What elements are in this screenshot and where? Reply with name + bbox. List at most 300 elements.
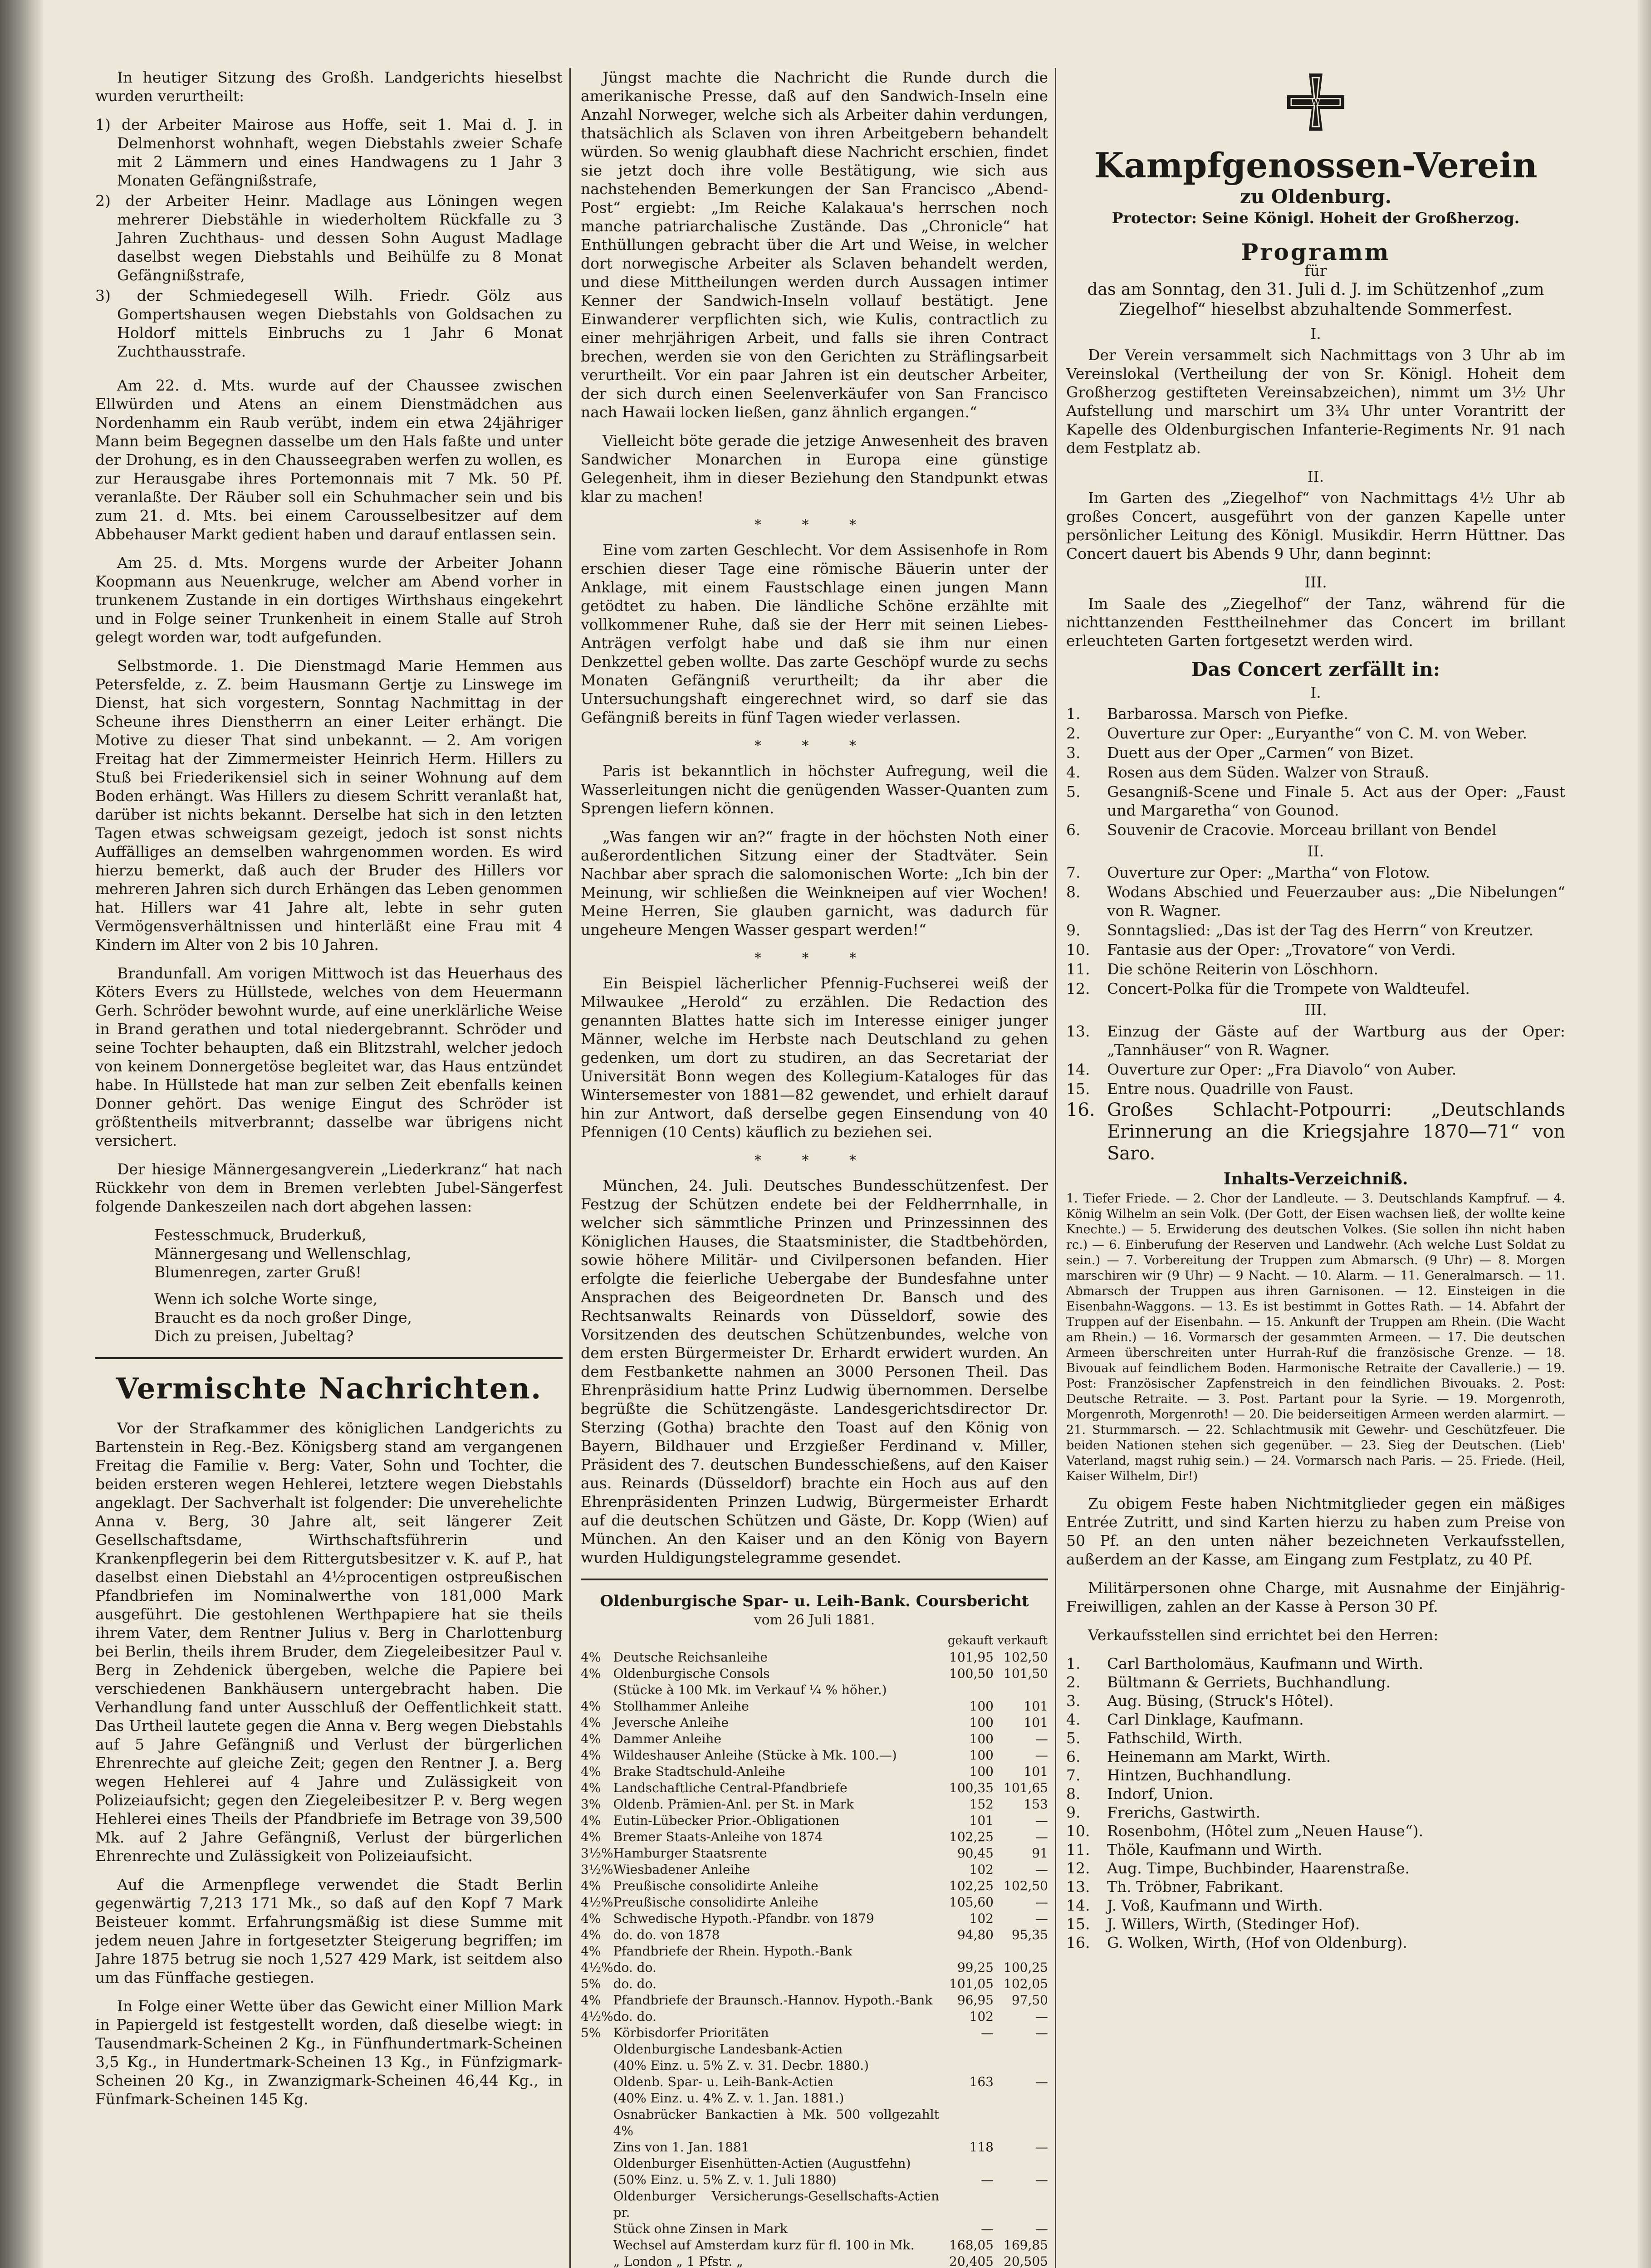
stock-sold	[994, 2090, 1048, 2107]
stock-row	[581, 2172, 1048, 2188]
sales-location-name: Thöle, Kaufmann und Wirth.	[1107, 1841, 1323, 1858]
stock-name: „ London „ 1 Pfstr. „	[613, 2254, 743, 2268]
stock-name: Jeversche Anleihe	[613, 1715, 729, 1730]
stock-sold: 91	[1032, 1846, 1048, 1861]
svg-text:W: W	[1311, 97, 1321, 108]
stock-rate: 4%	[581, 1715, 601, 1730]
concert-item-number: 9.	[1066, 921, 1081, 939]
sales-location	[1066, 1877, 1565, 1896]
stock-bought: 101,05	[949, 1976, 994, 1991]
stock-rate	[581, 2156, 613, 2172]
stock-name: Preußische consolidirte Anleihe	[613, 1878, 818, 1893]
stock-sold: —	[1035, 2025, 1048, 2040]
concert-item-text: Ouverture zur Oper: „Martha“ von Flotow.	[1107, 864, 1430, 881]
sales-location-name: Aug. Timpe, Buchbinder, Haarenstraße.	[1107, 1859, 1410, 1877]
stock-sold	[994, 2058, 1048, 2074]
stock-rate: 4%	[581, 1944, 601, 1959]
concert-item	[1066, 921, 1565, 939]
poem-line: Männergesang und Wellenschlag,	[154, 1245, 412, 1262]
stock-name: Stollhammer Anleihe	[613, 1699, 749, 1714]
stock-bought: 100,35	[949, 1780, 994, 1795]
stock-name: do. do.	[613, 1976, 656, 1991]
asterisk-separator: * * *	[754, 1153, 875, 1168]
concert-part-number: III.	[1304, 1001, 1327, 1019]
concert-item-number: 7.	[1066, 864, 1081, 881]
sales-location	[1066, 1933, 1565, 1952]
sales-location-number: 1.	[1066, 1655, 1081, 1672]
stock-head-bought: gekauft	[947, 1634, 993, 1647]
programme-fuer: für	[1304, 262, 1327, 279]
concert-item	[1066, 782, 1565, 820]
stock-row	[581, 1894, 1048, 1911]
concert-item-text: Ouverture zur Oper: „Fra Diavolo“ von Auber.	[1107, 1061, 1457, 1078]
article-zartes-geschlecht: Eine vom zarten Geschlecht. Vor dem Assisenhofe in Rom erschien dieser Tage eine römische Bäuerin unter der Anklage, mit einem Faustschlage einen jungen Mann getödtet zu haben. Die ländliche Schöne erzählte mit vollkommener Ruhe, daß sie der Herr mit seinen Liebes-Anträgen verfolgt habe und daß sie ihm nur einen Denkzettel geben wollte. Das zarte Geschöpf wurde zu sechs Monaten Gefängniß verurtheilt; da ihr aber die Untersuchungshaft eingerechnet wird, so darf sie das Gefängniß bereits in fünf Tagen wieder verlassen.	[581, 541, 1048, 726]
sales-location-name: Indorf, Union.	[1107, 1785, 1214, 1803]
concert-item-text: Sonntagslied: „Das ist der Tag des Herrn“ von Kreutzer.	[1107, 921, 1533, 939]
court-item-1: 1) der Arbeiter Mairose aus Hoffe, seit 1. Mai d. J. in Delmenhorst wohnhaft, wegen Diebstahls zweier Schafe mit 2 Lämmern und eines Handwagens zu 1 Jahr 3 Monaten Gefängnißstrafe,	[95, 116, 563, 189]
stock-rate: 4%	[581, 1748, 601, 1763]
stock-sold: 101	[1024, 1764, 1048, 1779]
sales-location	[1066, 1691, 1565, 1710]
court-item-3: 3) der Schmiedegesell Wilh. Friedr. Gölz aus Gompertshausen wegen Diebstahls von Goldsachen zu Holdorf mittels Einbruchs zu 1 Jahr 6 Monat Zuchthausstrafe.	[95, 287, 563, 360]
stock-rate: 5%	[581, 2025, 601, 2040]
concert-item-number: 3.	[1066, 744, 1081, 762]
stock-row	[581, 1878, 1048, 1894]
stock-rate	[581, 2041, 613, 2058]
concert-item-number: 8.	[1066, 883, 1081, 901]
stock-rate: 4%	[581, 1650, 601, 1665]
stock-bought: —	[981, 2025, 994, 2040]
stock-bought: 99,25	[957, 1960, 994, 1975]
poem-line: Blumenregen, zarter Gruß!	[154, 1263, 362, 1281]
stock-sold: 100,25	[1004, 1960, 1048, 1975]
sales-location-name: Carl Dinklage, Kaufmann.	[1107, 1711, 1304, 1728]
concert-item	[1066, 883, 1565, 920]
stock-row	[581, 1992, 1048, 2009]
stock-rate	[581, 2107, 613, 2139]
sales-location	[1066, 1803, 1565, 1822]
stock-name: Stück ohne Zinsen in Mark	[613, 2221, 788, 2236]
stock-sold: —	[1035, 1911, 1048, 1926]
programme-section-1: Der Verein versammelt sich Nachmittags von 3 Uhr ab im Vereinslokal (Vertheilung der von Sr. Königl. Hoheit dem Großherzog gestifteten Vereinsabzeichen), nimmt um 3½ Uhr Aufstellung und marschirt um 3¾ Uhr unter Vorantritt der Kapelle des Oldenburgischen Infanterie-Regiments Nr. 91 nach dem Festplatz ab.	[1066, 346, 1565, 457]
concert-item-text: Großes Schlacht-Potpourri: „Deutschlands Erinnerung an die Kriegsjahre 1870—71“ von Saro.	[1107, 1100, 1565, 1164]
sales-location-number: 7.	[1066, 1766, 1081, 1784]
section-divider	[581, 1579, 1048, 1580]
sales-location	[1066, 1859, 1565, 1877]
section-divider	[95, 1357, 563, 1359]
article-sandwich: Jüngst machte die Nachricht die Runde durch die amerikanische Presse, daß auf den Sandwich-Inseln eine Anzahl Norweger, welche sich als Arbeiter dahin verdungen, thatsächlich als Sclaven von ihren Arbeitgebern behandelt würden. So wenig glaubhaft diese Nachricht erschien, findet sie jetzt doch ihre volle Bestätigung, wie sich aus nachstehenden Bemerkungen der San Francisco „Abend-Post“ ergiebt: „Im Reiche Kalakaua's herrschen noch manche patriarchalische Zustände. Das „Chronicle“ hat Enthüllungen gebracht über die Art und Weise, in welcher dort norwegische Arbeiter als Sclaven behandelt werden, und diese Mittheilungen werden durch Aussagen intimer Kenner der Sandwich-Inseln vollauf bestätigt. Jene Einwanderer verpflichten sich, wie Kulis, contractlich zu einer mehrjährigen Arbeit, und falls sie ihren Contract brechen, werden sie von den Gerichten zu Sträflingsarbeit verurtheilt. Vor ein paar Jahren ist ein deutscher Arbeiter, der sich durch einen Seelenverkäufer von San Francisco nach Hawaii locken ließen, ganz ähnlich ergangen.“	[581, 68, 1048, 421]
stock-name: Oldenburgische Consols	[613, 1666, 770, 1681]
concert-part-number: II.	[1307, 842, 1324, 860]
programme-description: das am Sonntag, den 31. Juli d. J. im Schützenhof „zum Ziegelhof“ hieselbst abzuhaltende Sommerfest.	[1087, 280, 1544, 319]
stock-row	[581, 2237, 1048, 2253]
concert-item-text: Wodans Abschied und Feuerzauber aus: „Die Nibelungen“ von R. Wagner.	[1107, 883, 1565, 919]
stock-head-sold: verkauft	[997, 1634, 1048, 1647]
stock-sold	[994, 1943, 1048, 1960]
stock-bought: 102,25	[949, 1829, 994, 1844]
stock-rate: 3%	[581, 1797, 601, 1812]
stock-row	[581, 1976, 1048, 1992]
stock-rate: 4½%	[581, 1895, 613, 1910]
stock-name: Brake Stadtschuld-Anleihe	[613, 1764, 785, 1779]
stock-rate	[581, 2074, 613, 2090]
stock-sold: 95,35	[1011, 1927, 1048, 1942]
concert-item-text: Die schöne Reiterin von Löschhorn.	[1107, 960, 1378, 978]
page-edge	[1637, 0, 1651, 2268]
stock-rate	[581, 2188, 613, 2221]
stock-rate: 4%	[581, 1666, 601, 1681]
sales-location-name: Fathschild, Wirth.	[1107, 1729, 1243, 1747]
sales-location-name: Bültmann & Gerriets, Buchhandlung.	[1107, 1673, 1391, 1691]
stock-rate	[581, 2058, 613, 2074]
stock-bought: 101,95	[949, 1650, 994, 1665]
sales-location	[1066, 1729, 1565, 1747]
programme-section-3: Im Saale des „Ziegelhof“ der Tanz, während für die nichttanzenden Festtheilnehmer das Concert im brillant erleuchteten Garten fortgesetzt werden wird.	[1066, 595, 1565, 650]
stock-sold: —	[1035, 1731, 1048, 1746]
stock-row	[581, 2025, 1048, 2041]
sales-location-number: 3.	[1066, 1692, 1081, 1710]
sales-location-name: Carl Bartholomäus, Kaufmann und Wirth.	[1107, 1655, 1423, 1672]
stock-row	[581, 2156, 1048, 2172]
stock-rate: 4%	[581, 1993, 601, 2008]
stock-name: Zins von 1. Jan. 1881	[613, 2140, 750, 2155]
stock-rate	[581, 2221, 613, 2237]
stock-row	[581, 1927, 1048, 1943]
military-note: Militärpersonen ohne Charge, mit Ausnahme der Einjährig-Freiwilligen, zahlen an der Kasse à Person 30 Pf.	[1066, 1579, 1565, 1615]
asterisk-separator: * * *	[754, 950, 875, 966]
stock-bought: 100,50	[949, 1666, 994, 1681]
stock-row	[581, 1845, 1048, 1862]
concert-item-number: 10.	[1066, 941, 1090, 958]
stock-row	[581, 1731, 1048, 1747]
concert-item-number: 11.	[1066, 960, 1090, 978]
stock-bought: 102	[969, 1911, 994, 1926]
programme-section-2: Im Garten des „Ziegelhof“ von Nachmittags 4½ Uhr ab großes Concert, ausgeführt von der ganzen Kapelle unter persönlicher Leitung des Königl. Musikdir. Herrn Hüttner. Das Concert dauert bis Abends 9 Uhr, dann beginnt:	[1066, 489, 1565, 562]
stock-bought: 105,60	[949, 1895, 994, 1910]
stock-bought: 20,405	[949, 2254, 994, 2268]
section-heading-vermischte: Vermischte Nachrichten.	[116, 1372, 542, 1406]
stock-sold: —	[1035, 1829, 1048, 1844]
stock-row	[581, 1911, 1048, 1927]
column-2	[581, 68, 1048, 2268]
concert-item	[1066, 1022, 1565, 1059]
concert-item	[1066, 1080, 1565, 1098]
stock-sold: —	[1035, 2221, 1048, 2236]
stock-sold: —	[1035, 2172, 1048, 2187]
sales-location	[1066, 1710, 1565, 1729]
stock-sold	[994, 2107, 1048, 2139]
stock-report-title: Oldenburgische Spar- u. Leih-Bank. Coursbericht	[600, 1592, 1029, 1610]
sales-location	[1066, 1747, 1565, 1766]
sales-location-name: Frerichs, Gastwirth.	[1107, 1804, 1260, 1821]
stock-name: Schwedische Hypoth.-Pfandbr. von 1879	[613, 1911, 874, 1926]
stock-sold	[994, 2156, 1048, 2172]
stock-bought: 100	[969, 1731, 994, 1746]
column-rule-2	[1055, 68, 1056, 2268]
sales-location-name: Th. Tröbner, Fabrikant.	[1107, 1878, 1284, 1896]
sales-location	[1066, 1840, 1565, 1859]
stock-rate: 4%	[581, 1731, 601, 1746]
stock-name: Pfandbriefe der Rhein. Hypoth.-Bank	[613, 1944, 852, 1959]
concert-item-number: 13.	[1066, 1022, 1090, 1040]
court-item-2: 2) der Arbeiter Heinr. Madlage aus Löningen wegen mehrerer Diebstähle in wiederholtem Rückfalle zu 3 Jahren Zuchthaus- und dessen Sohn August Madlage daselbst wegen Diebstahls und Beihülfe zu 8 Monat Gefängnißstrafe,	[95, 192, 563, 284]
sales-location	[1066, 1784, 1565, 1803]
stock-name: do. do. von 1878	[613, 1927, 720, 1942]
stock-rate: 4%	[581, 1813, 601, 1828]
stock-sold	[994, 1682, 1048, 1698]
stock-sold: —	[1035, 1813, 1048, 1828]
sales-location-number: 10.	[1066, 1822, 1090, 1840]
stock-bought: 163	[969, 2074, 994, 2089]
column-rule-1	[569, 68, 571, 2268]
concert-item-text: Gesangniß-Scene und Finale 5. Act aus der Oper: „Faust und Margaretha“ von Gounod.	[1107, 783, 1565, 819]
stock-rate: 3½%	[581, 1862, 613, 1877]
concert-item-text: Einzug der Gäste auf der Wartburg aus der Oper: „Tannhäuser“ von R. Wagner.	[1107, 1022, 1565, 1059]
stock-row	[581, 1698, 1048, 1715]
stock-bought	[939, 1943, 994, 1960]
stock-name: Bremer Staats-Anleihe von 1874	[613, 1829, 823, 1844]
concert-item-number: 15.	[1066, 1080, 1090, 1098]
concert-item-text: Fantasie aus der Oper: „Trovatore“ von Verdi.	[1107, 941, 1456, 958]
concert-item-number: 16.	[1066, 1100, 1095, 1120]
stock-rate: 4%	[581, 1829, 601, 1844]
stock-rate: 4%	[581, 1927, 601, 1942]
stock-sold: —	[1035, 2074, 1048, 2089]
stock-rate: 4%	[581, 1911, 601, 1926]
sales-location-number: 2.	[1066, 1673, 1081, 1691]
stock-row	[581, 2253, 1048, 2268]
column-1	[95, 68, 563, 2268]
stock-rate: 3½%	[581, 1846, 613, 1861]
stock-row	[581, 1649, 1048, 1666]
stock-bought: 102,25	[949, 1878, 994, 1893]
stock-sold: —	[1035, 1895, 1048, 1910]
stock-rate: 4%	[581, 1878, 601, 1893]
stock-row	[581, 2221, 1048, 2237]
stock-bought: 118	[969, 2140, 994, 2155]
stock-row	[581, 1715, 1048, 1731]
article-raub: Am 22. d. Mts. wurde auf der Chaussee zwischen Ellwürden und Atens an einem Dienstmädchen aus Nordenhamm ein Raub verübt, indem ein etwa 24jähriger Mann beim Begegnen dasselbe um den Hals faßte und unter der Drohung, es in den Chausseegraben werfen zu wollen, es zur Herausgabe ihres Portemonnais mit 7 Mk. 50 Pf. veranlaßte. Der Räuber soll ein Schuhmacher sein und bis zum 21. d. Mts. bei einem Carousselbesitzer auf dem Abbehauser Markt gedient haben und darauf entlassen sein.	[95, 376, 563, 543]
stock-sold: 102,50	[1004, 1650, 1048, 1665]
stock-bought: 100	[969, 1715, 994, 1730]
stock-bought: —	[981, 2221, 994, 2236]
concert-item-number: 2.	[1066, 724, 1081, 742]
stock-row	[581, 2074, 1048, 2090]
stock-name: Oldenb. Prämien-Anl. per St. in Mark	[613, 1797, 854, 1812]
book-spine	[0, 0, 43, 2268]
stock-bought: 100	[969, 1764, 994, 1779]
sales-location-name: J. Willers, Wirth, (Stedinger Hof).	[1107, 1915, 1360, 1933]
sales-location-name: Hintzen, Buchhandlung.	[1107, 1766, 1292, 1784]
poem-line: Wenn ich solche Worte singe,	[154, 1290, 378, 1308]
article-liederkranz: Der hiesige Männergesangverein „Liederkranz“ hat nach Rückkehr von dem in Bremen verlebten Jubel-Sängerfest folgende Dankeszeilen nach dort abgehen lassen:	[95, 1160, 563, 1215]
concert-item	[1066, 863, 1565, 882]
poem-line: Dich zu preisen, Jubeltag?	[154, 1327, 354, 1345]
article-selbstmorde: Selbstmorde. 1. Die Dienstmagd Marie Hemmen aus Petersfelde, z. Z. beim Hausmann Gertje zu Linswege im Dienst, hat sich vorgestern, Sonntag Nachmittag in der Scheune ihres Dienstherrn an einer Leiter erhängt. Die Motive zu dieser That sind unbekannt. — 2. Am vorigen Freitag hat der Zimmermeister Heinrich Herm. Hillers zu Stuß bei Friederikensiel sich in seiner Wohnung auf dem Boden erhängt. Was Hillers zu diesem Schritt veranlaßt hat, darüber ist nichts bekannt. Derselbe hat sich in den letzten Tagen etwas schweigsam gezeigt, jedoch ist sonst nichts Auffälliges an demselben wahrgenommen worden. Es wird hierzu bemerkt, daß auch der Bruder des Hillers vor mehreren Jahren sich durch Erhängen das Leben genommen hat. Hillers war 41 Jahre alt, lebte in sehr guten Vermögensverhältnissen und hinterläßt eine Frau mit 4 Kindern im Alter von 2 bis 10 Jahren.	[95, 657, 563, 953]
concert-item	[1066, 724, 1565, 743]
stock-name: Preußische consolidirte Anleihe	[613, 1895, 818, 1910]
stock-bought: 102	[969, 2009, 994, 2024]
article-paris: Paris ist bekanntlich in höchster Aufregung, weil die Wasserleitungen nicht die genügenden Wasser-Quanten zum Sprengen liefern können.	[581, 762, 1048, 817]
stock-row	[581, 2188, 1048, 2221]
concert-item-text: Duett aus der Oper „Carmen“ von Bizet.	[1107, 744, 1414, 762]
concert-item	[1066, 704, 1565, 723]
sales-location-name: Aug. Büsing, (Struck's Hôtel).	[1107, 1692, 1334, 1710]
article-muenchen: München, 24. Juli. Deutsches Bundesschützenfest. Der Festzug der Schützen endete bei der Feldherrnhalle, in welcher sich sämmtliche Prinzen und Prinzessinnen des Königlichen Hauses, die Staatsminister, die Stadtbehörden, sowie höhere Militär- und Civilpersonen befanden. Hier erfolgte die feierliche Uebergabe der Bundesfahne unter Ansprachen des Beigeordneten Dr. Bansch und des Rechtsanwalts Reinards von Düsseldorf, sowie des Vorsitzenden des deutschen Schützenbundes, welche von dem ersten Bürgermeister Dr. Erhardt erwidert wurden. An dem Festbankette nahmen an 3000 Personen Theil. Das Ehrenpräsidium hatte Prinz Ludwig übernommen. Derselbe begrüßte die Schützengäste. Landesgerichtsdirector Dr. Sterzing (Gotha) brachte den Toast auf den König von Bayern, Bildhauer und Erzgießer Ferdinand v. Miller, Präsident des 7. deutschen Bundesschießens, auf den Kaiser aus. Reinards (Düsseldorf) brachte ein Hoch aus auf den Ehrenpräsidenten Prinzen Ludwig, Bürgermeister Erhardt auf die deutschen Schützen und Gäste, Dr. Kopp (Wien) auf München. An den Kaiser und an den König von Bayern wurden Huldigungstelegramme gesendet.	[581, 1177, 1048, 1566]
stock-rate	[581, 2237, 613, 2253]
programme-title: Programm	[1241, 239, 1391, 265]
poem-line: Braucht es da noch großer Dinge,	[154, 1309, 412, 1326]
article-koopmann: Am 25. d. Mts. Morgens wurde der Arbeiter Johann Koopmann aus Neuenkruge, welcher am Abend vorher in trunkenem Zustande in ein dortiges Wirthshaus eingekehrt und in Folge seiner Trunkenheit in einem Stalle auf Stroh gelegt worden war, todt aufgefunden.	[95, 554, 563, 646]
concert-item-number: 4.	[1066, 763, 1081, 781]
concert-item	[1066, 1060, 1565, 1079]
stock-name: Wechsel auf Amsterdam kurz für fl. 100 in Mk.	[613, 2238, 915, 2253]
stock-row	[581, 1813, 1048, 1829]
concert-item	[1066, 960, 1565, 978]
stock-name: Deutsche Reichsanleihe	[613, 1650, 768, 1665]
stock-row	[581, 1943, 1048, 1960]
stock-sold: 97,50	[1011, 1993, 1048, 2008]
stock-row	[581, 1829, 1048, 1845]
stock-rate: 4%	[581, 1764, 601, 1779]
stock-row	[581, 1960, 1048, 1976]
sales-location	[1066, 1896, 1565, 1915]
stock-bought: 90,45	[957, 1846, 994, 1861]
sales-location-number: 5.	[1066, 1729, 1081, 1747]
poem-line: Festesschmuck, Bruderkuß,	[154, 1226, 367, 1244]
stock-bought	[939, 2058, 994, 2074]
sales-location-name: G. Wolken, Wirth, (Hof von Oldenburg).	[1107, 1934, 1407, 1951]
stock-name: (40% Einz. u. 5% Z. v. 31. Decbr. 1880.)	[613, 2058, 869, 2073]
concert-item-number: 5.	[1066, 783, 1081, 801]
article-papiergeld: In Folge einer Wette über das Gewicht einer Million Mark in Papiergeld ist festgestellt worden, daß dieselbe wiegt: in Tausendmark-Scheinen 2 Kg., in Fünfhundertmark-Scheinen 3,5 Kg., in Hundertmark-Scheinen 13 Kg., in Fünfzigmark-Scheinen 20 Kg., in Zwanzigmark-Scheinen 46,44 Kg., in Fünfmark-Scheinen 145 Kg.	[95, 1997, 563, 2108]
stock-bought	[939, 2188, 994, 2221]
stock-row	[581, 2041, 1048, 2058]
stock-rate: 4%	[581, 1699, 601, 1714]
stock-sold: —	[1035, 2140, 1048, 2155]
sales-location	[1066, 1822, 1565, 1840]
stock-name: (40% Einz. u. 4% Z. v. 1. Jan. 1881.)	[613, 2091, 844, 2106]
concert-item-text: Souvenir de Cracovie. Morceau brillant von Bendel	[1107, 821, 1497, 839]
stock-bought: 100	[969, 1699, 994, 1714]
sales-location-name: Rosenbohm, (Hôtel zum „Neuen Hause“).	[1107, 1822, 1424, 1840]
stock-row	[581, 1682, 1048, 1698]
iron-cross-icon	[1066, 68, 1565, 140]
stock-sold: —	[1035, 1862, 1048, 1877]
stock-sold: 101	[1024, 1699, 1048, 1714]
stock-name: Oldenb. Spar- u. Leih-Bank-Actien	[613, 2074, 833, 2089]
stock-bought: —	[981, 2172, 994, 2187]
stock-rate: 5%	[581, 1976, 601, 1991]
stock-rate	[581, 2253, 613, 2268]
article-brandunfall: Brandunfall. Am vorigen Mittwoch ist das Heuerhaus des Köters Evers zu Hüllstede, welches von dem Heuermann Gerh. Schröder bewohnt wurde, auf eine unerklärliche Weise in Brand gerathen und total niedergebrannt. Schröder und seine Tochter behaupten, daß ein Blitzstrahl, welcher jedoch von keinem Donnergetöse begleitet war, das Haus entzündet habe. In Hüllstede hat man zur selben Zeit ebenfalls keinen Donner gehört. Das wenige Eingut des Schröder ist größtentheils mitverbrannt; dasselbe war übrigens nicht versichert.	[95, 964, 563, 1149]
stock-table	[581, 1632, 1048, 2268]
stock-rate	[581, 2090, 613, 2107]
stock-name: Eutin-Lübecker Prior.-Obligationen	[613, 1813, 840, 1828]
sales-location-number: 13.	[1066, 1878, 1090, 1896]
concert-item	[1066, 743, 1565, 762]
stock-bought	[939, 2041, 994, 2058]
stock-name: (Stücke à 100 Mk. im Verkauf ¼ % höher.)	[613, 1682, 887, 1697]
asterisk-separator: * * *	[754, 517, 875, 533]
stock-sold: 102,50	[1004, 1878, 1048, 1893]
stock-bought: 94,80	[957, 1927, 994, 1942]
stock-name: Dammer Anleihe	[613, 1731, 721, 1746]
stock-row	[581, 2139, 1048, 2156]
stock-sold: —	[1035, 1748, 1048, 1763]
stock-sold: 102,05	[1004, 1976, 1048, 1991]
sales-location-number: 15.	[1066, 1915, 1090, 1933]
concert-item	[1066, 821, 1565, 839]
entree-note: Zu obigem Feste haben Nichtmitglieder gegen ein mäßiges Entrée Zutritt, und sind Karten hierzu zu haben zum Preise von 50 Pf. an den unten näher bezeichneten Verkaufsstellen, außerdem an der Kasse, am Eingang zum Festplatz, zu 40 Pf.	[1066, 1495, 1565, 1568]
section-number: I.	[1310, 325, 1321, 342]
concert-item	[1066, 1099, 1565, 1164]
stock-sold: —	[1035, 2009, 1048, 2024]
stock-row	[581, 2009, 1048, 2025]
verein-protector: Protector: Seine Königl. Hoheit der Großherzog.	[1112, 209, 1520, 227]
stock-name: (50% Einz. u. 5% Z. v. 1. Juli 1880)	[613, 2172, 837, 2187]
stock-bought: 102	[969, 1862, 994, 1877]
stock-rate	[581, 2139, 613, 2156]
concert-item-text: Concert-Polka für die Trompete von Waldteufel.	[1107, 980, 1470, 997]
stock-bought	[939, 2107, 994, 2139]
stock-row	[581, 2107, 1048, 2139]
stock-report-date: vom 26 Juli 1881.	[754, 1612, 875, 1628]
concert-item-text: Rosen aus dem Süden. Walzer von Strauß.	[1107, 763, 1430, 781]
stock-name: Oldenburger Versicherungs-Gesellschafts-Actien pr.	[613, 2189, 939, 2220]
sales-location-number: 16.	[1066, 1934, 1090, 1951]
stock-rate: 4½%	[581, 1960, 613, 1975]
sales-location	[1066, 1766, 1565, 1784]
stock-bought	[939, 1682, 994, 1698]
concert-item-number: 12.	[1066, 980, 1090, 997]
stock-sold: 101,50	[1004, 1666, 1048, 1681]
concert-item-text: Entre nous. Quadrille von Faust.	[1107, 1080, 1354, 1098]
contents-text: 1. Tiefer Friede. — 2. Chor der Landleute. — 3. Deutschlands Kampfruf. — 4. König Wilhelm an sein Volk. (Der Gott, der Eisen wachsen ließ, der wollte keine Knechte.) — 5. Erwiderung des deutschen Volkes. (Sie sollen ihn nicht haben rc.) — 6. Einberufung der Reserven und Landwehr. (Ach welche Lust Soldat zu sein.) — 7. Vorbereitung der Truppen zum Abmarsch. (9 Uhr) — 8. Morgen marschiren wir (9 Uhr) — 9 Nacht. — 10. Alarm. — 11. Generalmarsch. — 11. Abmarsch der Truppen aus ihren Garnisonen. — 12. Einsteigen in die Eisenbahn-Waggons. — 13. Es ist bestimmt in Gottes Rath. — 14. Abfahrt der Truppen auf der Eisenbahn. — 15. Ankunft der Truppen am Rhein. (Die Wacht am Rhein.) — 16. Vormarsch der gesammten Armeen. — 17. Die deutschen Armeen überschreiten unter Hurrah-Ruf die französische Grenze. — 18. Bivouak auf feindlichem Boden. Harmonische Retraite der Cavallerie.) — 19. Post: Französischer Zapfenstreich in den feindlichen Bivouaks. 2. Post: Deutsche Retraite. — 3. Post. Partant pour la Syrie. — 19. Morgenroth, Morgenroth, Morgenroth! — 20. Die beiderseitigen Armeen werden alarmirt. — 21. Sturmmarsch. — 22. Schlachtmusik mit Gewehr- und Geschützfeuer. Die beiden Nationen stehen sich gegenüber. — 23. Sieg der Deutschen. (Lieb' Vaterland, magst ruhig sein.) — 24. Vormarsch nach Paris. — 25. Friede. (Heil, Kaiser Wilhelm, Dir!)	[1066, 1192, 1565, 1483]
stock-name: Wildeshauser Anleihe (Stücke à Mk. 100.—)	[613, 1748, 897, 1763]
stock-row	[581, 1666, 1048, 1682]
article-pfennig: Ein Beispiel lächerlicher Pfennig-Fuchserei weiß der Milwaukee „Herold“ zu erzählen. Die Redaction des genannten Blattes hatte sich im Interesse einiger junger Männer, welche im Herbste nach Deutschland zu gehen gedenken, um dort zu studiren, an das Secretariat der Universität Bonn wegen des Kollegium-Kataloges für das Wintersemester von 1881—82 gewendet, und erhielt darauf hin zur Antwort, daß derselbe gegen Einsendung von 40 Pfennigen (10 Cents) käuflich zu beziehen sei.	[581, 974, 1048, 1141]
stock-name: Osnabrücker Bankactien à Mk. 500 vollgezahlt 4%	[613, 2107, 939, 2138]
stock-bought: 96,95	[957, 1993, 994, 2008]
concert-item	[1066, 940, 1565, 959]
stock-name: Hamburger Staatsrente	[613, 1846, 767, 1861]
stock-sold: 20,505	[1004, 2254, 1048, 2268]
stock-name: Körbisdorfer Prioritäten	[613, 2025, 769, 2040]
asterisk-separator: * * *	[754, 738, 875, 754]
sales-location	[1066, 1915, 1565, 1933]
article-paris-2: „Was fangen wir an?“ fragte in der höchsten Noth einer außerordentlichen Sitzung einer der Stadtväter. Sein Nachbar aber sprach die salomonischen Worte: „Ich bin der Meinung, wir schließen die Weinkneipen auf vier Wochen! Meine Herren, Sie glauben garnicht, was dadurch für ungeheure Mengen Wasser gespart werden!“	[581, 828, 1048, 938]
stock-name: Wiesbadener Anleihe	[613, 1862, 750, 1877]
stock-bought: 152	[969, 1797, 994, 1812]
stock-bought: 168,05	[949, 2238, 994, 2253]
stock-row	[581, 1862, 1048, 1878]
concert-item	[1066, 979, 1565, 998]
stock-name: Oldenburgische Landesbank-Actien	[613, 2042, 843, 2057]
concert-part-number: I.	[1310, 684, 1321, 701]
stock-name: Oldenburger Eisenhütten-Actien (Augustfehn)	[613, 2156, 911, 2171]
stock-sold: 101,65	[1004, 1780, 1048, 1795]
stock-row	[581, 2058, 1048, 2074]
stock-row	[581, 1764, 1048, 1780]
concert-item-text: Barbarossa. Marsch von Piefke.	[1107, 705, 1348, 723]
stock-rate	[581, 2172, 613, 2188]
sales-location-number: 12.	[1066, 1859, 1090, 1877]
stock-name: Pfandbriefe der Braunsch.-Hannov. Hypoth.-Bank	[613, 1993, 933, 2008]
stock-name: do. do.	[613, 1960, 656, 1975]
sales-location-name: Heinemann am Markt, Wirth.	[1107, 1748, 1331, 1765]
stock-row	[581, 1780, 1048, 1796]
